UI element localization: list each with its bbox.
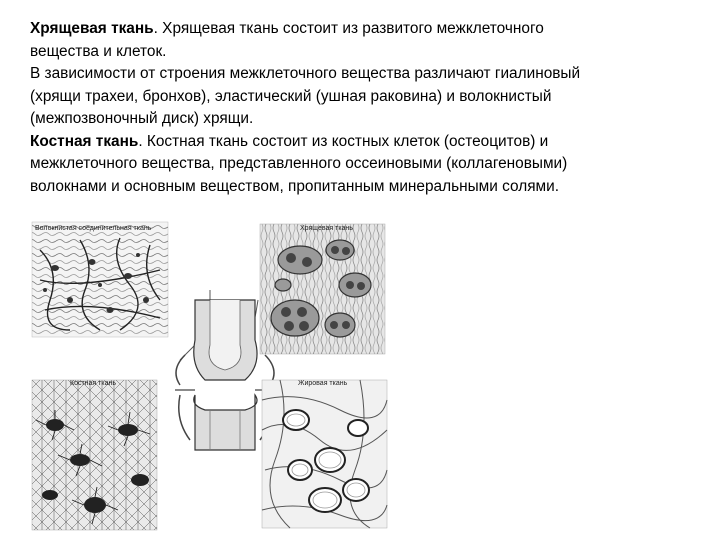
bone-text-2: межклеточного вещества, представленного оссеиновыми (коллагеновыми) xyxy=(30,155,568,172)
panel-label-cartilage: Хрящевая ткань xyxy=(300,225,353,232)
bone-tissue-panel xyxy=(32,380,157,530)
adipose-tissue-panel xyxy=(262,380,387,528)
connective-tissue-panel xyxy=(32,222,168,337)
panel-label-bone: Костная ткань xyxy=(70,380,116,387)
cartilage-types-1: В зависимости от строения межклеточного вещества различают гиалиновый xyxy=(30,65,581,82)
cartilage-tissue-panel xyxy=(260,224,385,354)
cartilage-types-2: (хрящи трахеи, бронхов), эластический (ушная раковина) и волокнистый xyxy=(30,87,552,105)
cartilage-heading: Хрящевая ткань xyxy=(30,20,154,37)
bone-text-3: волокнами и основным веществом, пропитанным минеральными солями. xyxy=(30,177,559,195)
bone-text-1: . Костная ткань состоит из костных клеток (остеоцитов) и xyxy=(138,132,549,150)
panel-label-connective: Волокнистая соединительная ткань xyxy=(35,225,152,232)
cartilage-text-2: вещества и клеток. xyxy=(30,42,167,60)
cartilage-types-3: (межпозвоночный диск) хрящи. xyxy=(30,110,254,127)
panel-label-adipose: Жировая ткань xyxy=(298,380,348,387)
bone-heading: Костная ткань xyxy=(30,132,139,150)
cartilage-text-1: . Хрящевая ткань состоит из развитого межклеточного xyxy=(153,20,544,37)
